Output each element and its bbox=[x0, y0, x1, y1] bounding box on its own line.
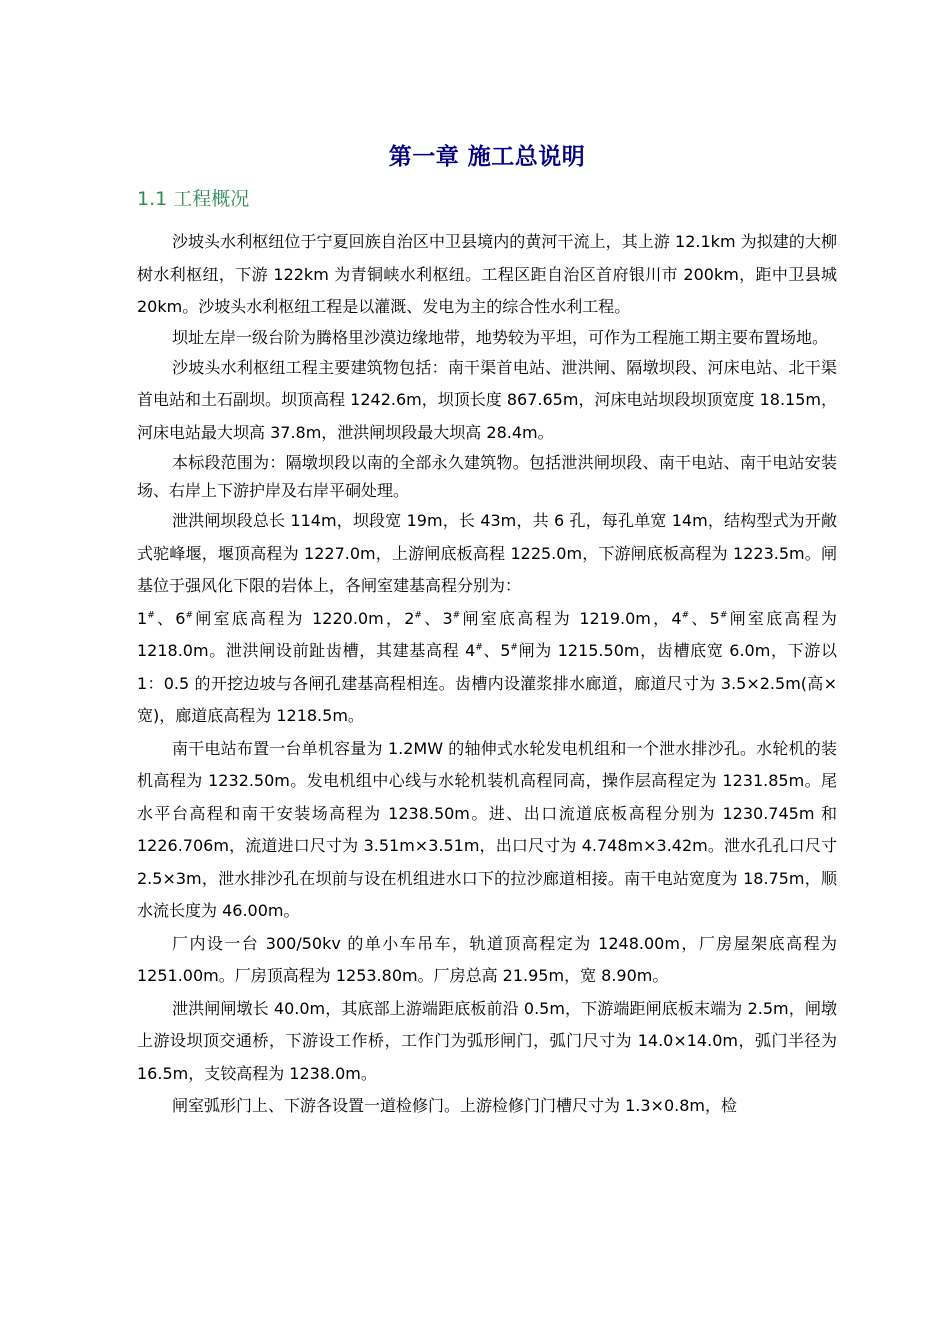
gate-number: 2 bbox=[404, 608, 415, 628]
gate-number: 4 bbox=[671, 608, 682, 628]
paragraph-gate-elevations bbox=[137, 603, 837, 733]
section-title: 1.1 工程概况 bbox=[137, 188, 250, 210]
paragraph-project-location: 沙坡头水利枢纽位于宁夏回族自治区中卫县境内的黄河干流上，其上游 12.1km 为拟建的大柳树水利枢纽，下游 122km 为青铜峡水利枢纽。工程区距自治区首府银川市 200km，距中卫县城 20km。沙坡头水利枢纽工程是以灌溉、发电为主的综合性水利工程。 bbox=[137, 232, 837, 316]
paragraph-spillway-section bbox=[137, 505, 837, 733]
paragraph-maintenance-gates: 闸室弧形门上、下游各设置一道检修门。上游检修门门槽尺寸为 1.3×0.8m，检 bbox=[172, 1096, 737, 1115]
gate-number: 6 bbox=[175, 608, 186, 628]
gate-number: 5 bbox=[709, 608, 720, 628]
gate-number: 5 bbox=[500, 641, 511, 660]
paragraph-bid-scope: 本标段范围为：隔墩坝段以南的全部永久建筑物。包括泄洪闸坝段、南干电站、南干电站安装场、右岸上下游护岸及右岸平硐处理。 bbox=[137, 453, 837, 500]
gate-elevation-text: 闸为 1215.50m，齿槽底宽 6.0m，下游以 1：0.5 的开挖边坡与各闸孔建基高程相连。齿槽内设灌浆排水廊道，廊道尺寸为 3.5×2.5m(高×宽)，廊道底高程为 1218.5m。 bbox=[137, 641, 837, 725]
separator: 、 bbox=[421, 608, 443, 628]
paragraph-left-bank-site: 坝址左岸一级台阶为腾格里沙漠边缘地带，地势较为平坦，可作为工程施工期主要布置场地。 bbox=[172, 327, 829, 347]
separator: 、 bbox=[154, 608, 176, 628]
gate-elevation-text: 闸室底高程为 1220.0m， bbox=[192, 608, 405, 628]
gate-mark: # bbox=[510, 642, 518, 653]
gate-mark: # bbox=[452, 610, 461, 621]
paragraph-gate-piers: 泄洪闸闸墩长 40.0m，其底部上游端距底板前沿 0.5m，下游端距闸底板末端为 2.5m，闸墩上游设坝顶交通桥，下游设工作桥，工作门为弧形闸门，弧门尺寸为 14.0×14.0m，弧门半径为 16.5m，支铰高程为 1238.0m。 bbox=[137, 998, 837, 1083]
gate-mark: # bbox=[414, 610, 422, 621]
gate-elevation-text: 闸室底高程为 1219.0m， bbox=[460, 608, 672, 628]
paragraph-south-power-station: 南干电站布置一台单机容量为 1.2MW 的轴伸式水轮发电机组和一个泄水排沙孔。水轮机的装机高程为 1232.50m。发电机组中心线与水轮机装机高程同高，操作层高程定为 1231.85m。尾水平台高程和南干安装场高程为 1238.50m。进、出口流道底板高程分别为 1230.745m 和 1226.706m，流道进口尺寸为 3.51m×3.51m，出口尺寸为 4.748m×3.42m。泄水孔孔口尺寸 2.5×3m，泄水排沙孔在坝前与设在机组进水口下的拉沙廊道相接。南干电站宽度为 18.75m，顺水流长度为 46.00m。 bbox=[137, 738, 837, 920]
separator: 、 bbox=[689, 608, 710, 628]
paragraph-spillway-intro: 泄洪闸坝段总长 114m，坝段宽 19m，长 43m，共 6 孔，每孔单宽 14m，结构型式为开敞式驼峰堰，堰顶高程为 1227.0m，上游闸底板高程 1225.0m，下游闸底板高程为 1223.5m。闸基位于强风化下限的岩体上，各闸室建基高程分别为： bbox=[137, 511, 837, 595]
gate-mark: # bbox=[185, 610, 193, 621]
paragraph-crane: 厂内设一台 300/50kv 的单小车吊车，轨道顶高程定为 1248.00m，厂房屋架底高程为 1251.00m。厂房顶高程为 1253.80m。厂房总高 21.95m，宽 8.90m。 bbox=[137, 933, 837, 985]
gate-elevation-text: 闸室底高程为 1218.0m。泄洪闸设前趾齿槽，其建基高程 bbox=[137, 608, 837, 660]
page-content bbox=[137, 140, 837, 1123]
gate-number: 3 bbox=[442, 608, 453, 628]
separator: 、 bbox=[482, 641, 501, 660]
gate-mark: # bbox=[147, 610, 155, 621]
gate-mark: # bbox=[681, 610, 690, 621]
gate-number: 4 bbox=[465, 641, 476, 660]
gate-mark: # bbox=[475, 642, 483, 653]
chapter-title: 第一章 施工总说明 bbox=[388, 144, 586, 170]
gate-mark: # bbox=[719, 610, 728, 621]
gate-number: 1 bbox=[137, 608, 148, 628]
paragraph-main-structures: 沙坡头水利枢纽工程主要建筑物包括：南干渠首电站、泄洪闸、隔墩坝段、河床电站、北干渠首电站和土石副坝。坝顶高程 1242.6m，坝顶长度 867.65m，河床电站坝段坝顶宽度 18.15m，河床电站最大坝高 37.8m，泄洪闸坝段最大坝高 28.4m。 bbox=[137, 357, 837, 442]
